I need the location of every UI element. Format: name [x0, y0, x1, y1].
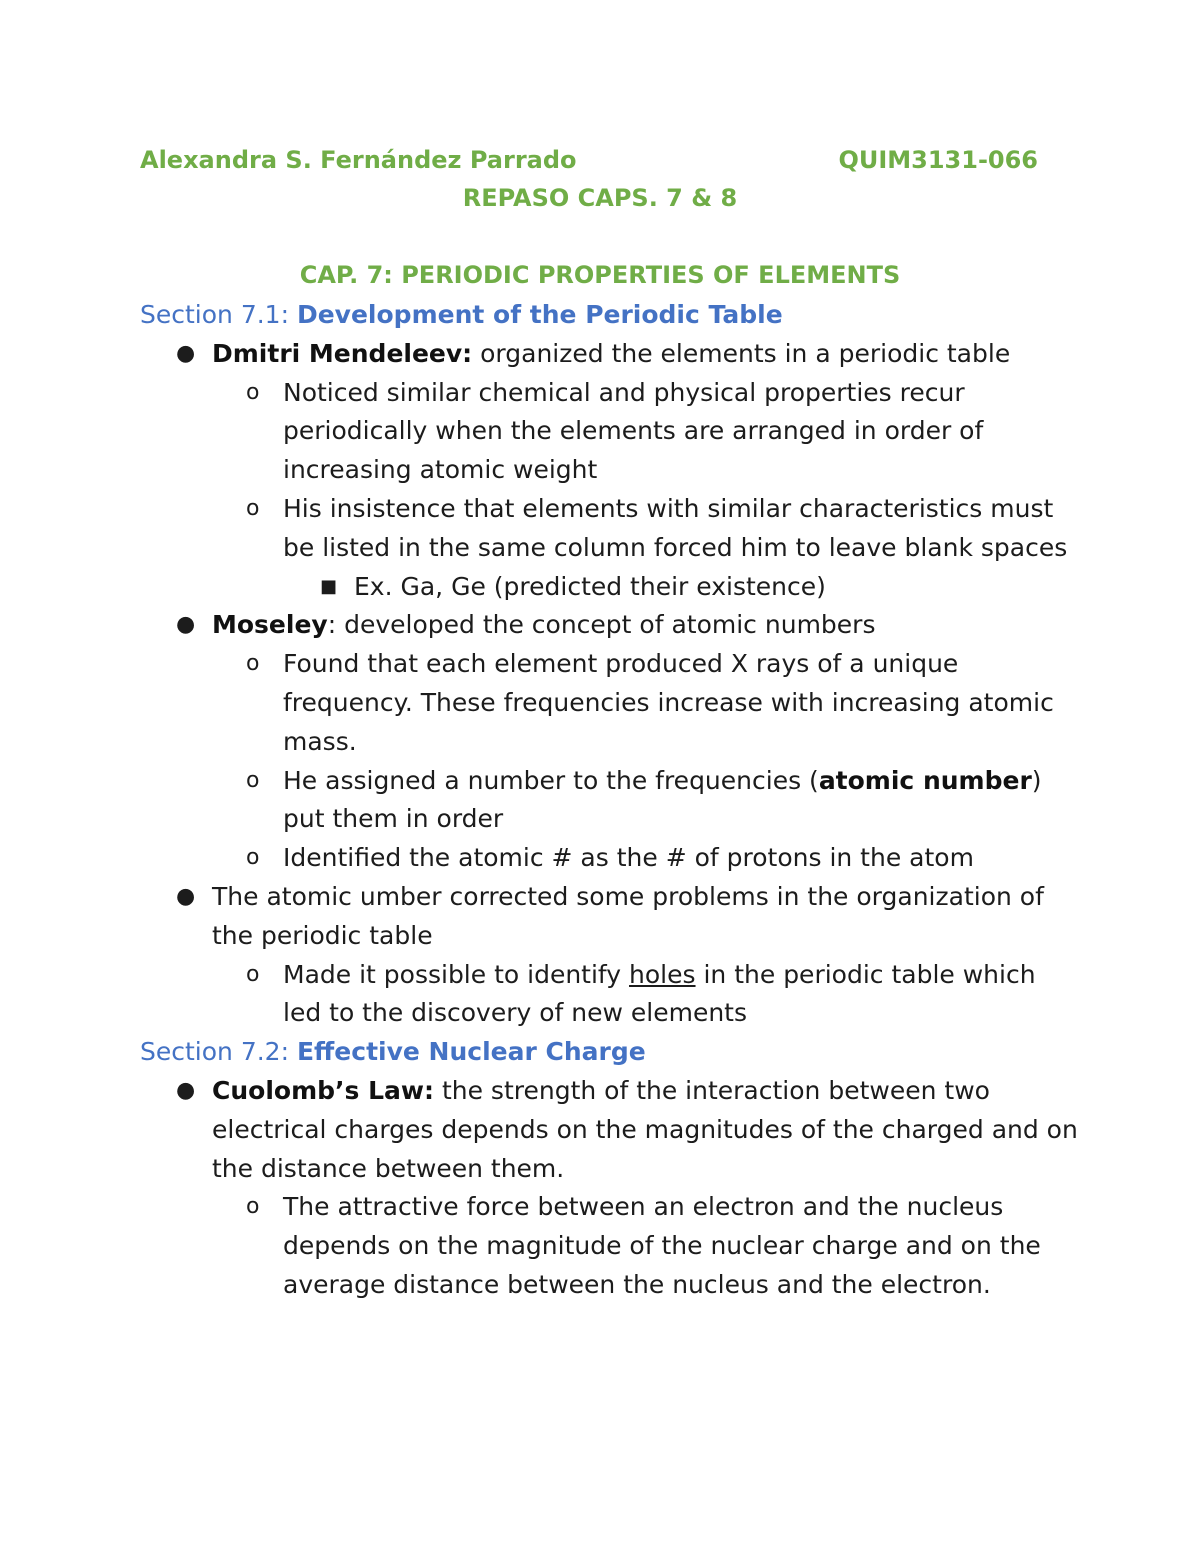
- sub-list-item: [140, 1188, 1080, 1304]
- item-text: Ex. Ga, Ge (predicted their existence): [354, 571, 826, 601]
- sub-list-item: [140, 839, 1080, 878]
- item-text: the strength of the interaction between two electrical charges depends on the magnitudes of the charged and on the distance between them.: [212, 1075, 1078, 1183]
- bullet-marker: ●: [176, 340, 196, 366]
- bullet-marker: ●: [176, 612, 196, 638]
- item-text: Identified the atomic # as the # of protons in the atom: [283, 843, 974, 873]
- sub-sub-list-item: [140, 568, 1080, 607]
- chapter-heading: CAP. 7: PERIODIC PROPERTIES OF ELEMENTS: [299, 261, 901, 289]
- sub-list-item: [140, 374, 1080, 490]
- circle-marker: o: [246, 767, 260, 793]
- section-heading: [140, 1033, 1080, 1072]
- bullet-marker: ●: [176, 1077, 196, 1103]
- underlined-word: holes: [629, 959, 696, 989]
- bullet-list: [140, 335, 1080, 1033]
- sub-list-item: [140, 956, 1080, 1034]
- notes-content: [140, 296, 1080, 1305]
- section-title: Development of the Periodic Table: [296, 300, 783, 329]
- circle-marker: o: [246, 1194, 260, 1220]
- item-text-pre: Made it possible to identify: [283, 959, 630, 989]
- section-title: Effective Nuclear Charge: [296, 1037, 646, 1067]
- document-title: REPASO CAPS. 7 & 8: [462, 184, 738, 212]
- course-code: QUIM3131-066: [838, 146, 1038, 174]
- section-heading: [140, 296, 1080, 335]
- item-text: organized the elements in a periodic table: [472, 338, 1011, 368]
- term: Cuolomb’s Law:: [212, 1075, 434, 1105]
- item-text-post: in the periodic table which led to the discovery of new elements: [283, 959, 1036, 1028]
- section-label: Section 7.2:: [140, 1037, 290, 1067]
- circle-marker: o: [246, 379, 260, 405]
- list-item: [140, 1072, 1080, 1188]
- item-text: Noticed similar chemical and physical properties recur periodically when the elements are arranged in order of increasing atomic weight: [283, 377, 984, 485]
- item-text: The atomic umber corrected some problems in the organization of the periodic table: [212, 881, 1044, 950]
- item-text-post: ) put them in order: [283, 765, 1042, 834]
- bullet-list: [140, 1072, 1080, 1305]
- sub-list-item: [140, 645, 1080, 761]
- circle-marker: o: [246, 961, 260, 987]
- square-marker: ■: [320, 575, 338, 597]
- circle-marker: o: [246, 845, 260, 871]
- list-item: [140, 606, 1080, 645]
- term: Moseley: [212, 610, 328, 640]
- item-text: His insistence that elements with similar characteristics must be listed in the same column forced him to leave blank spaces: [283, 493, 1068, 562]
- term: Dmitri Mendeleev:: [212, 338, 473, 368]
- item-text: The attractive force between an electron and the nucleus depends on the magnitude of the nuclear charge and on the average distance between the nucleus and the electron.: [283, 1192, 1041, 1299]
- item-text: : developed the concept of atomic numbers: [327, 610, 876, 640]
- circle-marker: o: [246, 651, 260, 677]
- circle-marker: o: [246, 495, 260, 521]
- list-item: [140, 335, 1080, 374]
- list-item: [140, 878, 1080, 956]
- sub-list-item: [140, 762, 1080, 840]
- author-name: Alexandra S. Fernández Parrado: [140, 146, 577, 174]
- sub-list-item: [140, 490, 1080, 568]
- section-label: Section 7.1:: [140, 300, 290, 329]
- bold-term: atomic number: [818, 765, 1032, 795]
- item-text: Found that each element produced X rays of a unique frequency. These frequencies increase with increasing atomic mass.: [283, 649, 1054, 756]
- bullet-marker: ●: [176, 883, 196, 909]
- item-text-pre: He assigned a number to the frequencies (: [283, 765, 819, 795]
